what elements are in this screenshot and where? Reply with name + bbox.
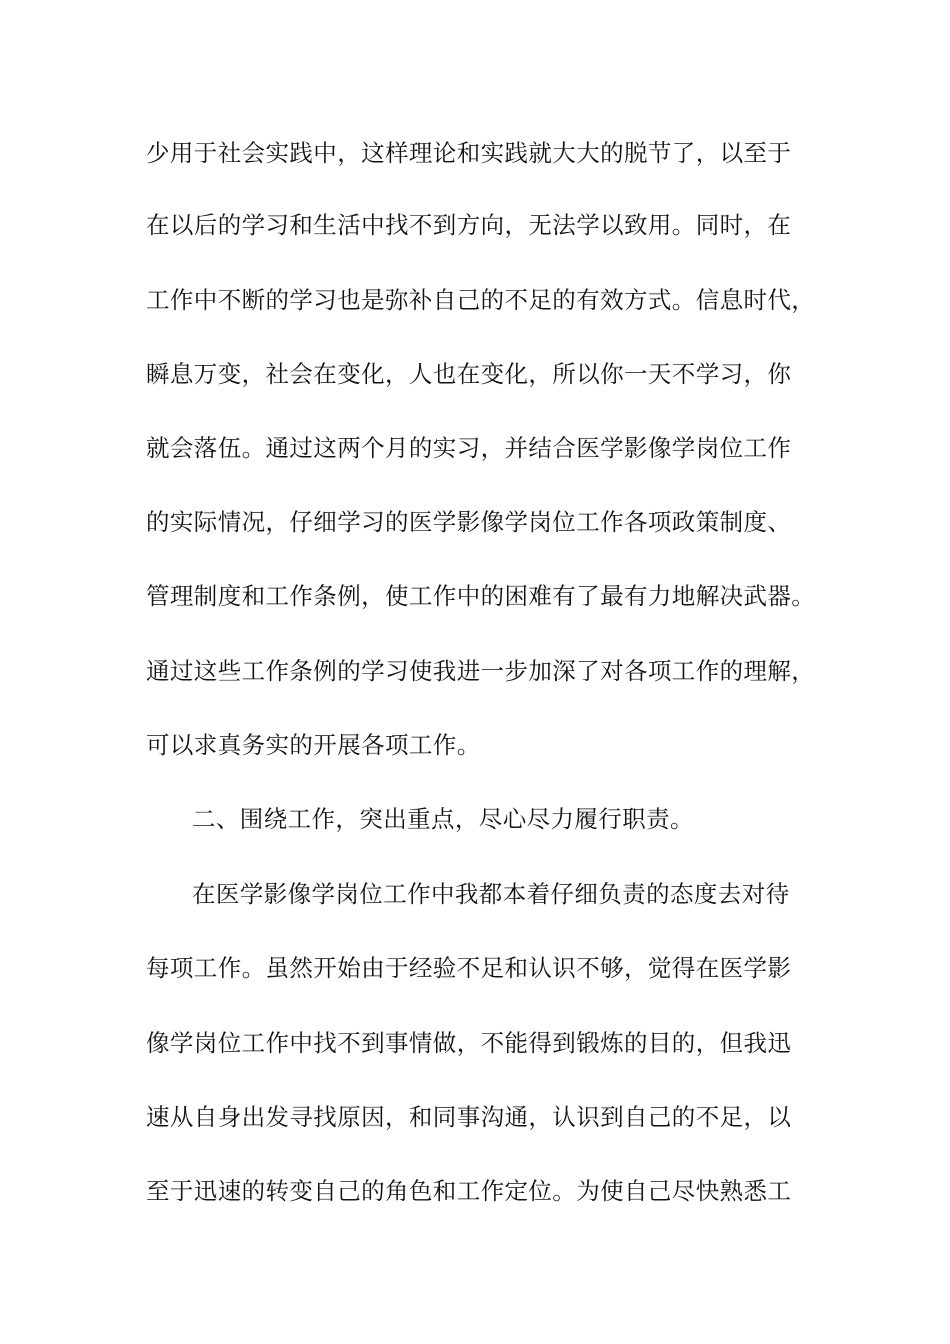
- paragraph-line: 可以求真务实的开展各项工作。: [146, 731, 481, 759]
- section-heading: 二、围绕工作，突出重点，尽心尽力履行职责。: [192, 805, 694, 833]
- paragraph-line: 像学岗位工作中找不到事情做，不能得到锻炼的目的，但我迅: [146, 1029, 792, 1057]
- paragraph-line: 在以后的学习和生活中找不到方向，无法学以致用。同时，在: [146, 211, 792, 239]
- paragraph-line: 速从自身出发寻找原因，和同事沟通，认识到自己的不足，以: [146, 1103, 792, 1131]
- paragraph-line: 瞬息万变，社会在变化，人也在变化，所以你一天不学习，你: [146, 360, 792, 388]
- paragraph-line: 的实际情况，仔细学习的医学影像学岗位工作各项政策制度、: [146, 508, 792, 536]
- paragraph-line: 在医学影像学岗位工作中我都本着仔细负责的态度去对待: [192, 880, 790, 908]
- paragraph-line: 少用于社会实践中，这样理论和实践就大大的脱节了，以至于: [146, 139, 792, 167]
- paragraph-line: 至于迅速的转变自己的角色和工作定位。为使自己尽快熟悉工: [146, 1177, 792, 1205]
- paragraph-line: 每项工作。虽然开始由于经验不足和认识不够，觉得在医学影: [146, 954, 792, 982]
- paragraph-line: 通过这些工作条例的学习使我进一步加深了对各项工作的理解，: [146, 657, 816, 685]
- paragraph-line: 就会落伍。通过这两个月的实习，并结合医学影像学岗位工作: [146, 434, 792, 462]
- paragraph-line: 管理制度和工作条例，使工作中的困难有了最有力地解决武器。: [146, 582, 816, 610]
- paragraph-line: 工作中不断的学习也是弥补自己的不足的有效方式。信息时代，: [146, 286, 816, 314]
